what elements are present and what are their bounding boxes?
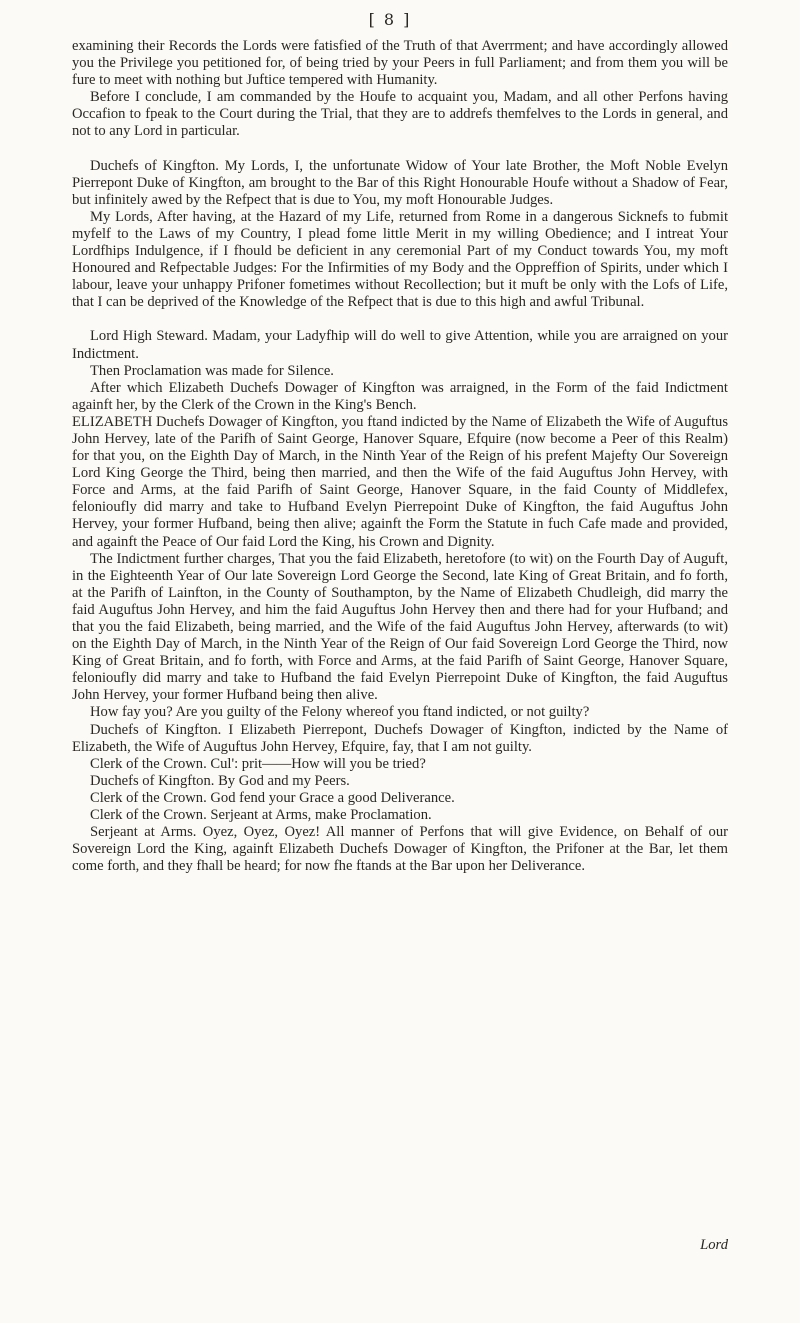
paragraph-3: Duchefs of Kingfton. My Lords, I, the unfortunate Widow of Your late Brother, the Moft Noble Evelyn Pierrepont Duke of Kingfton, am brought to the Bar of this Right Honourable Houfe without a Shadow of Fear, but infinitely awed by the Refpect that is due to You, my moft Honourable Judges. — [72, 157, 728, 208]
page-number: [ 8 ] — [368, 10, 412, 29]
indictment-paragraph: ELIZABETH Duchefs Dowager of Kingfton, you ftand indicted by the Name of Elizabeth the Wife of Auguftus John Hervey, late of the Parifh of Saint George, Hanover Square, Efquire (now become a Peer of this Realm) for that you, on the Eighth Day of March, in the Ninth Year of the Reign of his prefent Majefty Our Sovereign Lord King George the Third, being then married, and then the Wife of the faid Auguftus John Hervey, with Force and Arms, at the faid Parifh of Saint George, Hanover Square, in the faid County of Middlefex, felonioufly did marry and take to Hufband Evelyn Pierrepoint Duke of Kingfton, the faid Auguftus John Hervey, your former Hufband, being then alive; againft the Form the Statute in fuch Cafe made and provided, and againft the Peace of Our faid Lord the King, his Crown and Dignity. — [72, 413, 728, 550]
paragraph-7: After which Elizabeth Duchefs Dowager of Kingfton was arraigned, in the Form of the faid Indictment againft her, by the Clerk of the Crown in the King's Bench. — [72, 379, 728, 413]
paragraph-12: Clerk of the Crown. Cul': prit——How will you be tried? — [90, 755, 426, 772]
body-text — [72, 38, 728, 875]
paragraph-11: Duchefs of Kingfton. I Elizabeth Pierrepont, Duchefs Dowager of Kingfton, indicted by the Name of Elizabeth, the Wife of Auguftus John Hervey, Efquire, fay, that I am not guilty. — [72, 721, 728, 755]
paragraph-2: Before I conclude, I am commanded by the Houfe to acquaint you, Madam, and all other Perfons having Occafion to fpeak to the Court during the Trial, that they are to addrefs themfelves to the Lords in general, and not to any Lord in particular. — [72, 89, 728, 140]
paragraph-13: Duchefs of Kingfton. By God and my Peers. — [90, 772, 350, 789]
paragraph-6: Then Proclamation was made for Silence. — [90, 362, 334, 379]
paragraph-5: Lord High Steward. Madam, your Ladyfhip will do well to give Attention, while you are arraigned on your Indictment. — [72, 328, 728, 362]
paragraph-4: My Lords, After having, at the Hazard of my Life, returned from Rome in a dangerous Sicknefs to fubmit myfelf to the Laws of my Country, I plead fome little Merit in my willing Obedience; and I intreat Your Lordfhips Indulgence, if I fhould be deficient in any ceremonial Part of my Conduct towards You, my moft Honoured and Refpectable Judges: For the Infirmities of my Body and the Oppreffion of Spirits, under which I labour, leave your unhappy Prifoner fometimes without Recollection; but it muft be only with the Lofs of Life, that I can be deprived of the Knowledge of the Refpect that is due to this high and awful Tribunal. — [72, 208, 728, 311]
paragraph-10: How fay you? Are you guilty of the Felony whereof you ftand indicted, or not guilty? — [90, 704, 590, 721]
paragraph-16: Serjeant at Arms. Oyez, Oyez, Oyez! All manner of Perfons that will give Evidence, on Behalf of our Sovereign Lord the King, againft Elizabeth Duchefs Dowager of Kingfton, the Prifoner at the Bar, let them come forth, and they fhall be heard; for now fhe ftands at the Bar upon her Deliverance. — [72, 824, 728, 875]
paragraph-15: Clerk of the Crown. Serjeant at Arms, make Proclamation. — [90, 807, 432, 824]
paragraph-1: examining their Records the Lords were fatisfied of the Truth of that Averrment; and have accordingly allowed you the Privilege you petitioned for, of being tried by your Peers in full Parliament; and from them you will be fure to meet with nothing but Juftice tempered with Humanity. — [72, 38, 728, 89]
paragraph-9: The Indictment further charges, That you the faid Elizabeth, heretofore (to wit) on the Fourth Day of Auguft, in the Eighteenth Year of Our late Sovereign Lord George the Second, late King of Great Britain, and fo forth, at the Parifh of Lainfton, in the County of Southampton, by the Name of Elizabeth Chudleigh, did marry the faid Auguftus John Hervey, and him the faid Auguftus John Hervey then and there had for your Hufband; and that you the faid Elizabeth, being married, and the Wife of the faid Auguftus John Hervey, afterwards (to wit) on the Eighth Day of March, in the Ninth Year of the Reign of Our faid Sovereign Lord George the Third, now King of Great Britain, and fo forth, with Force and Arms, at the faid Parifh of Saint George, Hanover Square, felonioufly did marry and take to Hufband the faid Evelyn Pierrepoint Duke of Kingfton, the faid Auguftus John Hervey, your former Hufband being then alive. — [72, 550, 728, 704]
catchword: Lord — [700, 1237, 728, 1253]
paragraph-14: Clerk of the Crown. God fend your Grace a good Deliverance. — [90, 789, 455, 806]
